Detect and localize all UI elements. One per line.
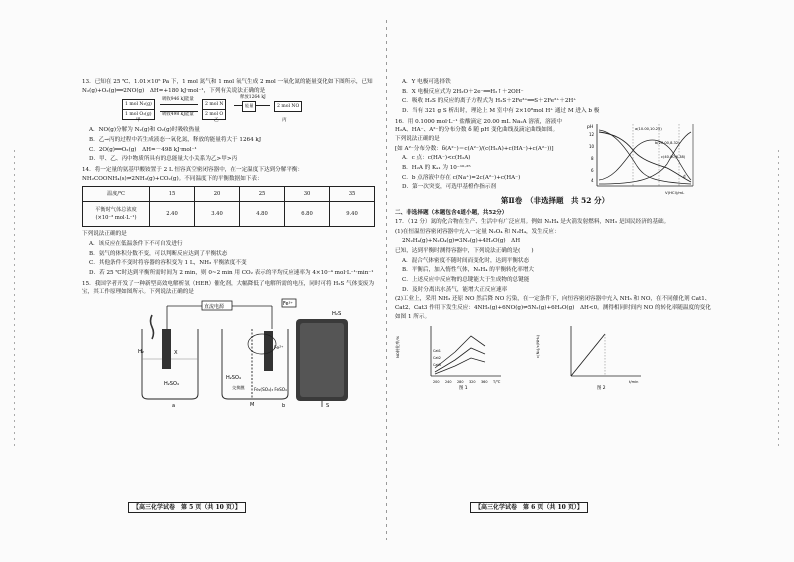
box-2no: 2 mol NO (274, 101, 302, 112)
section-2-note: 二、非选择题（本题包含4道小题，共52分） (395, 209, 508, 216)
energy-box: 能量 (242, 101, 256, 112)
fig1-xtick: 240 (445, 380, 452, 385)
q17-option-d: D．及时分离出水蒸气，能增大正反应速率 (402, 286, 508, 293)
fe-solution-label: Fe₂(SO₄)₃ FeSO₄ (254, 386, 287, 392)
b-label: b (282, 402, 286, 409)
arrow-bottom-label: 吸收498 kJ能量 (162, 112, 194, 118)
x-axis-label: V(HCl)/mL (665, 189, 685, 195)
arrow-bottom (160, 111, 198, 112)
q17-figure-1 (395, 322, 505, 392)
table-cell: 35 (330, 187, 375, 202)
table-cell: 9.40 (330, 202, 375, 227)
q16-option-c: C．b 点溶液中存在 c(Na⁺)=2c(A²⁻)+c(HA⁻) (402, 174, 521, 181)
table-header: 温度/℃ (83, 187, 150, 202)
box-2o: 2 mol O (202, 109, 226, 120)
q16-block (395, 118, 715, 195)
fig1-xtick: 280 (457, 380, 464, 385)
binding-line-right (778, 150, 779, 450)
h2so4-left-label: H₂SO₄ (164, 380, 179, 387)
fig1-cat-label: Cat1 (433, 349, 441, 354)
binding-line-left (14, 150, 15, 450)
point-a-label: a(10.00,10.25) (635, 126, 662, 131)
q16-option-d: D．第一次突变，可选甲基橙作指示剂 (402, 184, 496, 191)
q17-option-a: A．混合气体密度不随时间而变化时，达到平衡状态 (402, 257, 530, 264)
electrode-x (162, 329, 171, 369)
point-c-label: c(40.00,6.38) (661, 154, 686, 159)
y-tick: 6 (591, 167, 594, 173)
fig1-x-label: T/℃ (493, 380, 501, 385)
label-bing: 丙 (282, 118, 287, 124)
fig2-caption: 图 2 (597, 386, 606, 392)
box-n2: 1 mol N₂(g) (122, 99, 155, 110)
page-divider (386, 20, 387, 540)
right-footer (470, 502, 588, 511)
table-row (83, 202, 375, 227)
fig1-xtick: 320 (469, 380, 476, 385)
y-tick: 12 (589, 131, 595, 137)
point-b-label: b(20.00,8.32) (655, 140, 680, 145)
table-cell: 3.40 (195, 202, 240, 227)
power-label: 直流电源 (204, 303, 225, 310)
label-yi: 乙 (214, 118, 219, 124)
membrane-label: 交换膜 (232, 384, 245, 390)
q16-stem: 16．用 0.1000 mol·L⁻¹ 盐酸滴定 20.00 mL Na₂A 溶液，溶液中 H₂A、HA⁻、A²⁻的分布分数 δ 随 pH 变化曲线及滴定曲线如图。下列说法正确的是 (395, 118, 562, 142)
q14-option-d: D．若 25 ℃时达到平衡所需时间为 2 min，则 0~2 min 用 CO₂ 表示的平均反应速率为 4×10⁻⁴ mol·L⁻¹·min⁻¹ (89, 269, 374, 276)
h2s-label: H₂S (332, 310, 342, 317)
arrow-top-label: 吸收946 kJ能量 (162, 97, 194, 103)
q17-figures (395, 322, 715, 392)
fe2-label: Fe²⁺ (274, 345, 284, 351)
q17-part1b: 已知，达到平衡时测得容器中，下列说法正确的是( ) (395, 248, 534, 255)
q14-option-b: B．氨气的体积分数不变，可以判断反应达到了平衡状态 (89, 250, 228, 257)
q17-equation: 2N₂H₄(g)+N₂O₄(g)⇌3N₂(g)+4H₂O(g) ΔH (402, 238, 521, 245)
fig1-y-label: NO转化率/% (395, 336, 400, 359)
q17-part2: (2)工业上，采用 NH₃ 还原 NO 然后降 NO 污染，在一定条件下，向恒容密闭容器中充入 NH₃ 和 NO，在不同催化剂 Cat1、Cat2、Cat3 作用下发生反应：4NH₃(g)+6NO(g)⇌5N₂(g)+6H₂O(g) ΔH<0。测得相同时间内 NO 的转化率随温度的变化如图 1 所示。 (395, 296, 711, 320)
tower-packing (300, 323, 344, 397)
q15-option-b: B．X 电极反应式为 2H₂O＋2e⁻══H₂↑＋2OH⁻ (402, 88, 524, 95)
table-cell: 4.80 (240, 202, 285, 227)
q13-option-c: C．2O(g)══O₂(g) ΔH=－498 kJ·mol⁻¹ (89, 146, 197, 153)
table-cell: 30 (285, 187, 330, 202)
table-cell: 15 (150, 187, 195, 202)
table-header: 平衡时气体总浓度(×10⁻³ mol·L⁻¹) (83, 202, 150, 227)
h2-label: H₂ (138, 348, 144, 355)
h2so4-mid-label: H₂SO₄ (226, 374, 241, 381)
q14-option-a: A．该反应在低温条件下不可自发进行 (89, 240, 183, 247)
fe3-label: Fe³⁺ (283, 301, 293, 307)
y-tick: 10 (589, 143, 595, 149)
table-cell: 2.40 (150, 202, 195, 227)
arrow-top (160, 104, 198, 105)
left-footer-text: 【高三化学试卷 第 5 页（共 10 页）】 (128, 502, 246, 513)
q17-stem: 17．（12 分）氮的化合物在生产、生活中有广泛应用。例如 N₂H₄ 是火箭发射燃料，NH₃ 是国民经济的基础。 (395, 219, 670, 226)
y-tick: 8 (591, 155, 594, 161)
q13-energy-diagram (122, 97, 382, 123)
table-cell: 25 (240, 187, 285, 202)
q13-stem: 13．已知在 25 ℃、1.01×10⁵ Pa 下，1 mol 氮气和 1 mol 氧气生成 2 mol 一氧化氮的能量变化如下图所示，已知 N₂(g)+O₂(g)══2NO(g) ΔH=+180 kJ·mol⁻¹，下列有关说法正确的是 (82, 79, 373, 94)
q14-option-c: C．其他条件不变时将容器的容积变为 1 L，NH₃ 平衡浓度不变 (89, 260, 247, 267)
right-footer-text: 【高三化学试卷 第 6 页（共 10 页）】 (470, 502, 588, 513)
fig1-xtick: 200 (433, 380, 440, 385)
left-footer (128, 502, 246, 511)
y-tick: 4 (591, 177, 594, 183)
left-column (82, 78, 382, 409)
q15-option-d: D．当有 321 g S 析出时，理论上 M 室中有 2×10⁸mol H⁺ 通过 M 进入 b 极 (402, 107, 600, 114)
release-label: 释放1264 kJ (240, 95, 266, 101)
q17-figure-2 (535, 322, 645, 392)
fig1-cat-label: Cat3 (433, 363, 441, 368)
q15-option-c: C．吸收 H₂S 的反应的离子方程式为 H₂S＋2Fe³⁺══S＋2Fe²⁺＋2H⁺ (402, 98, 577, 105)
q14-stem: 14．将一定量的氨基甲酸铵置于 2 L 恒容真空密闭容器中，在一定温度下达到分解平衡：NH₂COONH₄(s)⇌2NH₃(g)+CO₂(g)。不同温度下的平衡数据如下表： (82, 166, 304, 182)
fig1-curve-cat3 (435, 358, 485, 374)
q14-table (82, 186, 375, 227)
q17-option-c: C．上述反应中反应物的总键能大于生成物的总键能 (402, 277, 530, 284)
q17-part1: (1)在恒温恒容密闭容器中充入一定量 N₂O₄ 和 N₂H₄，发生反应： (395, 228, 560, 235)
a-label: a (172, 402, 176, 409)
box-o2: 1 mol O₂(g) (122, 109, 155, 120)
box-2n: 2 mol N (202, 99, 226, 110)
table-cell: 20 (195, 187, 240, 202)
q16-titration-chart (575, 120, 705, 196)
gas-bubbles (151, 315, 154, 339)
label-jia: 甲 (136, 118, 141, 124)
x-label: X (174, 349, 178, 356)
q13-option-d: D．甲、乙、丙中物质所具有的总能量大小关系为乙>甲>丙 (89, 156, 238, 163)
point-d-label: d (683, 173, 686, 179)
fig1-caption: 图 1 (459, 386, 468, 392)
q13-option-b: B．乙→丙的过程中若生成液态一氧化氮，释放的能量将大于 1264 kJ (89, 136, 262, 143)
right-column (395, 78, 715, 392)
q16-option-b: B．H₂A 的 Kₐ₁ 为 10⁻¹⁰·²⁵ (402, 164, 471, 171)
fig1-cat-label: Cat2 (433, 356, 441, 361)
q17-option-b: B．平衡后，加入惰性气体，N₂H₄ 的平衡转化率增大 (402, 267, 535, 274)
ph-axis-label: pH (587, 124, 594, 130)
q16-option-a: A．c 点：c(HA⁻)<c(H₂A) (402, 155, 471, 162)
fig2-x-label: t/min (629, 380, 639, 385)
m-label: M (250, 401, 255, 408)
fig2-y-label: c(N₂)/c(NH₃) (535, 335, 540, 359)
fig1-xtick: 360 (481, 380, 488, 385)
q16-text (395, 118, 563, 192)
s-label: S (326, 402, 330, 409)
q15-stem: 15．我国学者开发了一种新型高效电解析氢（HER）催化剂，大幅降低了电解所需的电压，同时可将 H₂S 气体变废为宝，其工作原理如图所示。下列说法正确的是 (82, 280, 375, 296)
table-cell: 6.80 (285, 202, 330, 227)
fig2-line (571, 334, 605, 376)
section-2-title: 第Ⅱ卷 （非选择题 共 52 分） (500, 195, 610, 205)
q14-lead: 下列说法正确的是 (82, 231, 127, 238)
q16-formula: [如 A²⁻分布分数：δ(A²⁻)＝c(A²⁻)/(c(H₂A)+c(HA⁻)+c(A²⁻))] (395, 145, 554, 152)
q13-option-a: A．NO(g)分解为 N₂(g)和 O₂(g)时吸收热量 (89, 127, 200, 134)
q15-option-a: A．Y 电极可选择铁 (402, 79, 451, 85)
q15-electrolysis-diagram (82, 299, 382, 409)
table-row (83, 187, 375, 202)
